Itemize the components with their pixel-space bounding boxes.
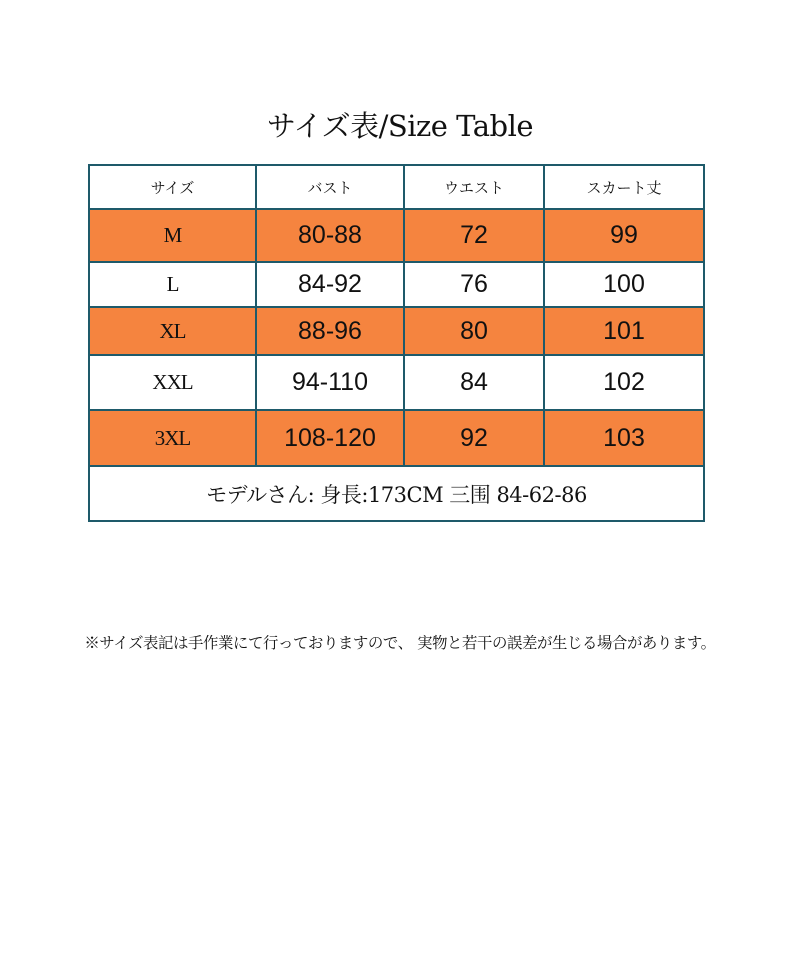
table-row — [89, 355, 704, 410]
table-row — [89, 307, 704, 355]
skirt-length-cell: 102 — [544, 355, 704, 410]
header-waist: ウエスト — [404, 165, 544, 209]
bust-cell: 80-88 — [256, 209, 404, 262]
page-title: サイズ表/Size Table — [266, 109, 534, 143]
table-row — [89, 410, 704, 466]
size-cell: XL — [89, 307, 256, 355]
size-cell: XXL — [89, 355, 256, 410]
waist-cell: 80 — [404, 307, 544, 355]
skirt-length-cell: 100 — [544, 262, 704, 307]
bust-cell: 88-96 — [256, 307, 404, 355]
table-row — [89, 209, 704, 262]
model-info: モデルさん: 身長:173CM 三围 84-62-86 — [89, 466, 704, 521]
bust-cell: 84-92 — [256, 262, 404, 307]
size-table — [88, 164, 705, 522]
table-header-row — [89, 165, 704, 209]
waist-cell: 72 — [404, 209, 544, 262]
header-size: サイズ — [89, 165, 256, 209]
skirt-length-cell: 101 — [544, 307, 704, 355]
waist-cell: 92 — [404, 410, 544, 466]
bust-cell: 94-110 — [256, 355, 404, 410]
waist-cell: 84 — [404, 355, 544, 410]
table-row — [89, 262, 704, 307]
header-bust: バスト — [256, 165, 404, 209]
table-footer-row — [89, 466, 704, 521]
size-note: ※サイズ表記は手作業にて行っておりますので、 実物と若干の誤差が生じる場合があります。 — [84, 634, 716, 652]
header-skirt-length: スカート丈 — [544, 165, 704, 209]
skirt-length-cell: 103 — [544, 410, 704, 466]
bust-cell: 108-120 — [256, 410, 404, 466]
size-cell: M — [89, 209, 256, 262]
waist-cell: 76 — [404, 262, 544, 307]
skirt-length-cell: 99 — [544, 209, 704, 262]
size-cell: 3XL — [89, 410, 256, 466]
size-cell: L — [89, 262, 256, 307]
